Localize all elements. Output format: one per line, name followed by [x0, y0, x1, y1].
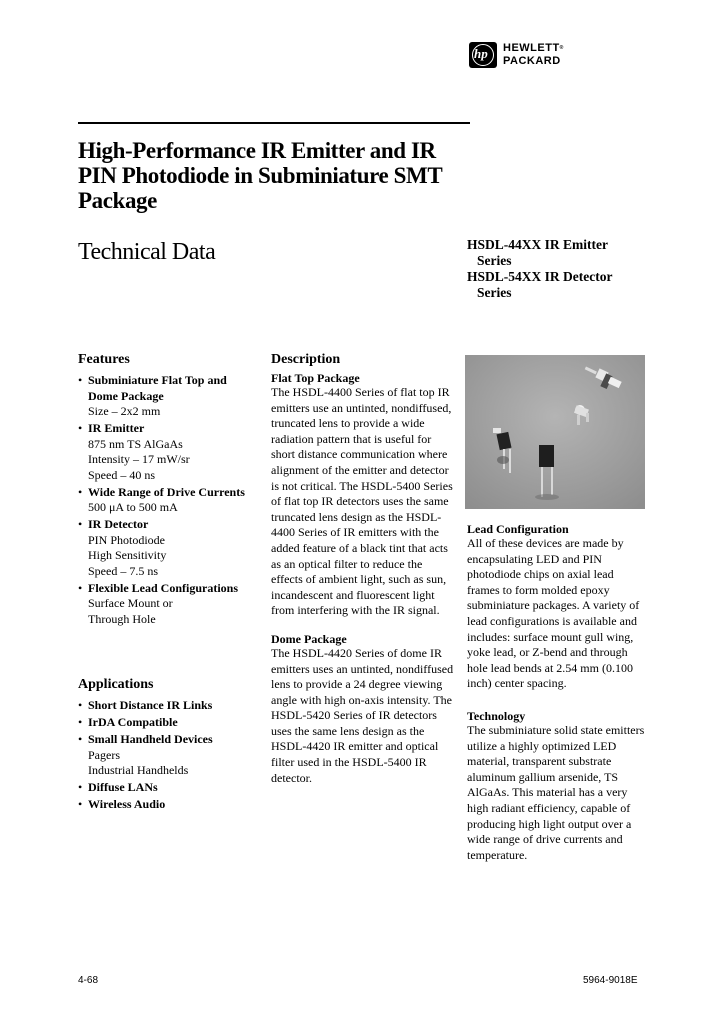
list-item: [78, 797, 258, 813]
bullet-icon: •: [78, 732, 83, 746]
list-item: [78, 421, 258, 483]
lead-configuration-section: [467, 522, 647, 692]
features-list: [78, 373, 258, 627]
list-item-heading: Short Distance IR Links: [88, 698, 213, 712]
product-photo: [465, 355, 645, 509]
bullet-icon: •: [78, 421, 83, 435]
list-item-detail: Speed – 7.5 ns: [88, 563, 158, 578]
features-section: [78, 352, 258, 627]
bullet-icon: •: [78, 580, 83, 595]
dome-heading: Dome Package: [271, 631, 347, 646]
list-item: [78, 517, 258, 579]
list-item-heading: Subminiature Flat Top and Dome Package: [88, 373, 227, 403]
list-item-detail: Intensity – 17 mW/sr: [88, 452, 190, 466]
applications-heading: Applications: [78, 677, 154, 692]
list-item: [78, 715, 258, 731]
dome-text: The HSDL-4420 Series of dome IR emitters uses an untinted, nondiffused lens to provide a 24 degree viewing angle with high on-axis intensity. The HSDL-5420 Series of IR detectors uses the same lens design as the HSDL-4420 IR emitter and optical filter used in the HSDL-5400 IR detector.: [271, 645, 454, 785]
product-series: [467, 237, 667, 301]
company-name: HEWLETT® PACKARD: [503, 42, 564, 67]
list-item: [78, 698, 258, 714]
technology-section: [467, 709, 647, 863]
list-item-heading: IrDA Compatible: [88, 715, 178, 729]
list-item-detail: 500 μA to 500 mA: [88, 500, 178, 514]
bullet-icon: •: [78, 373, 83, 387]
title-rule: [78, 122, 470, 124]
flat-top-text: The HSDL-4400 Series of flat top IR emitters use an untinted, nondiffused, truncated lens to provide a wide radiation pattern that is useful for short distance communication where alignment of the emitter and detector is not critical. The HSDL-5400 Series of flat top IR detectors uses the same truncated lens design as the HSDL-4400 Series of IR emitters with the added feature of a black tint that acts as an optical filter to reduce the effects of ambient light, such as sun, incandescent and fluorescent light from interfering with the IR signal.: [271, 385, 453, 618]
list-item-detail: Surface Mount or: [88, 596, 173, 610]
applications-list: [78, 698, 258, 813]
technology-heading: Technology: [467, 709, 526, 723]
lead-configuration-heading: Lead Configuration: [467, 522, 569, 536]
list-item-detail: Through Hole: [88, 611, 156, 626]
bullet-icon: •: [78, 797, 83, 811]
flat-top-heading: Flat Top Package: [271, 371, 360, 385]
list-item-heading: Wireless Audio: [88, 797, 166, 811]
list-item-heading: Small Handheld Devices: [88, 732, 213, 746]
list-item: [78, 780, 258, 796]
bullet-icon: •: [78, 484, 83, 499]
list-item: [78, 732, 258, 779]
list-item: [78, 485, 258, 516]
bullet-icon: •: [78, 780, 83, 794]
hewlett-packard-logo: [469, 42, 619, 70]
document-code: 5964-9018E: [583, 975, 638, 986]
hp-logo-icon: hp: [469, 42, 497, 68]
bullet-icon: •: [78, 715, 83, 729]
description-heading: Description: [271, 352, 341, 367]
technology-text: The subminiature solid state emitters utilize a highly optimized LED material, transparent substrate aluminum gallium arsenide, TS AlGaAs. This material has a very high radiant efficiency, capable of producing high light output over a wide range of drive currents and temperature.: [467, 723, 645, 862]
lead-configuration-text: All of these devices are made by encapsulating LED and PIN photodiode chips on axial lead frames to form molded epoxy subminiature packages. A variety of lead configurations is available and includes: surface mount gull wing, yoke lead, or Z-bend and through hole lead bends at 2.54 mm (0.100 inch) center spacing.: [467, 536, 640, 691]
list-item-detail: 875 nm TS AlGaAs: [88, 436, 183, 451]
list-item-detail: High Sensitivity: [88, 548, 167, 562]
list-item-heading: IR Detector: [88, 517, 149, 531]
document-title: High-Performance IR Emitter and IR PIN Photodiode in Subminiature SMT Package: [78, 138, 442, 213]
list-item: [78, 581, 258, 628]
document-subtitle: Technical Data: [78, 239, 216, 265]
series-emitter: HSDL-44XX IR Emitter Series: [467, 237, 608, 268]
features-heading: Features: [78, 352, 130, 367]
bullet-icon: •: [78, 698, 83, 712]
description-section: [271, 352, 457, 786]
list-item: [78, 373, 258, 420]
list-item-detail: PIN Photodiode: [88, 532, 166, 547]
applications-section: [78, 677, 258, 813]
list-item-heading: Wide Range of Drive Currents: [88, 484, 245, 499]
list-item-detail: Speed – 40 ns: [88, 467, 155, 482]
list-item-heading: Diffuse LANs: [88, 780, 158, 794]
series-detector: HSDL-54XX IR Detector Series: [467, 269, 613, 300]
list-item-detail: Pagers: [88, 747, 120, 762]
list-item-heading: Flexible Lead Configurations: [88, 580, 239, 595]
list-item-detail: Size – 2x2 mm: [88, 404, 161, 418]
page-number: 4-68: [78, 975, 99, 986]
list-item-heading: IR Emitter: [88, 421, 145, 435]
bullet-icon: •: [78, 517, 83, 531]
list-item-detail: Industrial Handhelds: [88, 763, 189, 777]
